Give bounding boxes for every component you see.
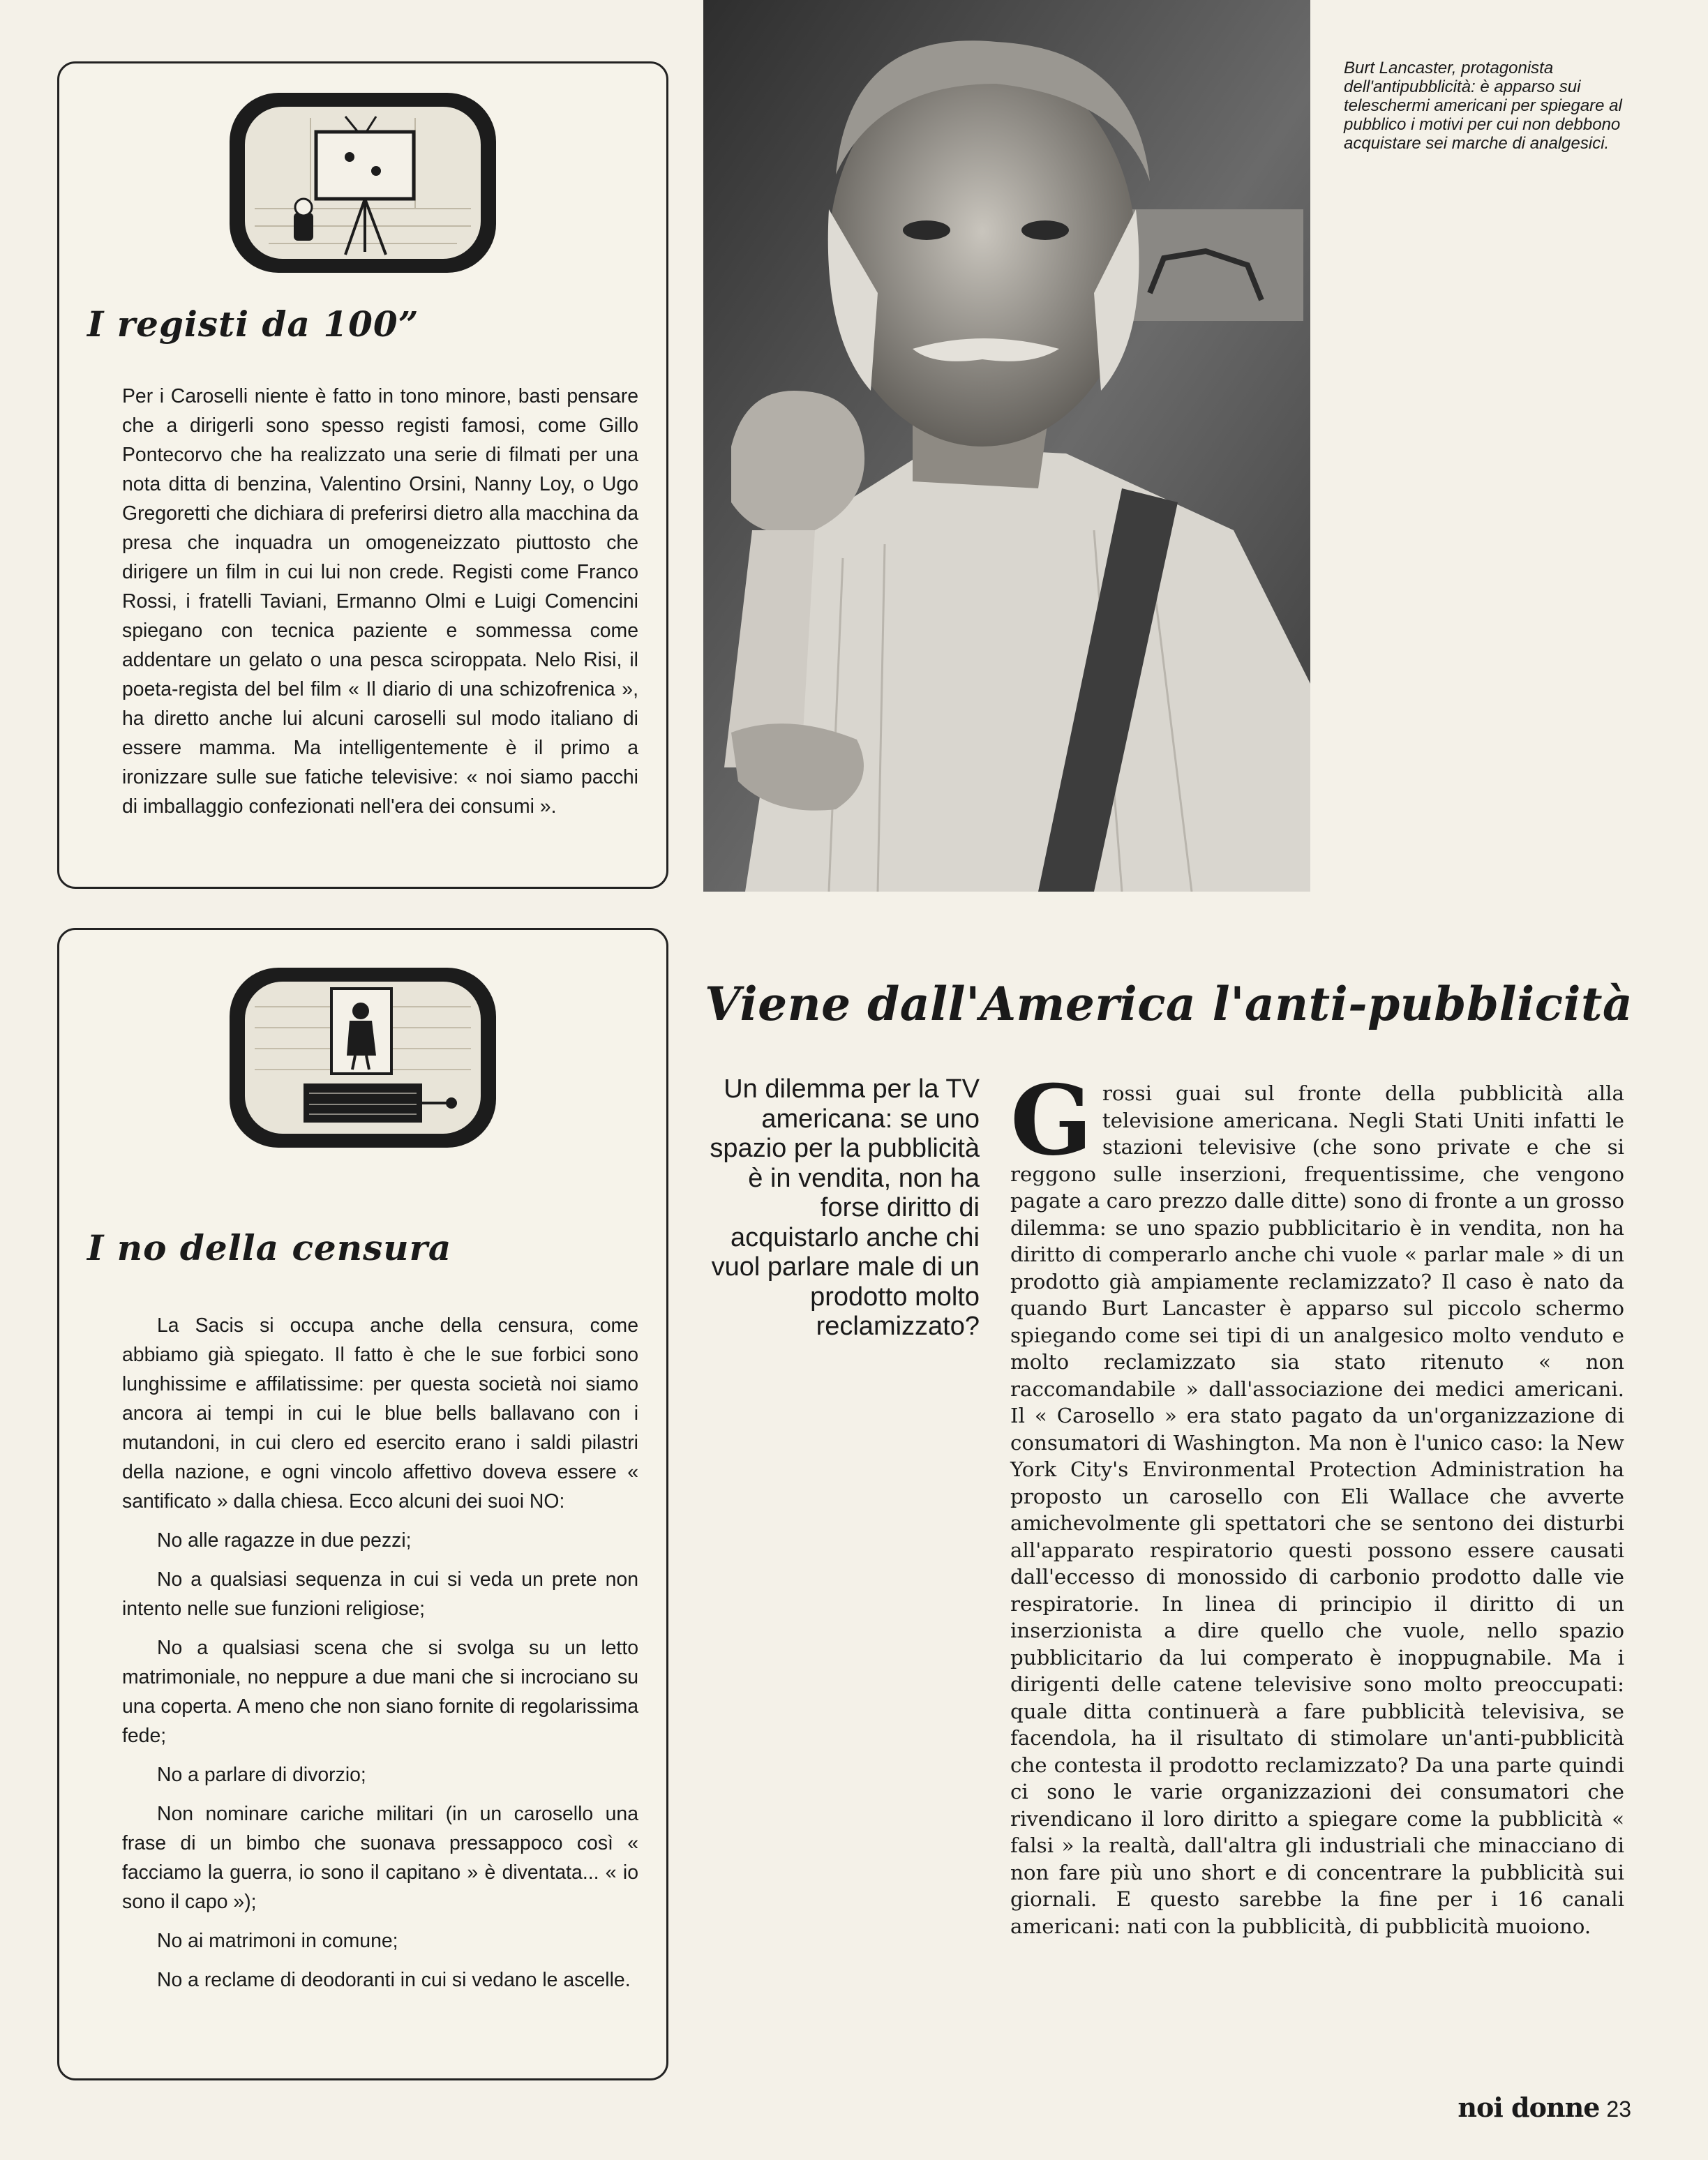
censura-rule: No ai matrimoni in comune; [157,1930,398,1952]
censura-rule: No a qualsiasi scena che si svolga su un letto matrimoniale, no neppure a due mani che si incrociano su una coperta. A meno che non siano fornite di regolarissima fede; [122,1637,638,1747]
tv-illustration-projector [227,90,499,276]
box-title-censura: I no della censura [87,1227,452,1268]
article-body [1010,1063,1624,1940]
censura-rule: No alle ragazze in due pezzi; [157,1529,412,1552]
censura-intro: La Sacis si occupa anche della censura, come abbiamo già spiegato. Il fatto è che le sue forbici sono lunghissime e affilatissime: per questa società noi siamo ancora ai tempi in cui le blue bells ballavano con i mutandoni, in cui clero ed esercito erano i saldi pilastri della nazione, e ogni vincolo affettivo doveva essere « santificato » dalla chiesa. Ecco alcuni dei suoi NO: [122,1314,638,1513]
page-footer [1458,2092,1631,2123]
article-deck: Un dilemma per la TV americana: se uno spazio per la pubblicità è in vendita, non ha forse diritto di acquistarlo anche chi vuol parlare male di un prodotto molto reclamizzato? [710,1074,980,1341]
sidebar-box-censura [57,928,668,2080]
censura-rule: No a reclame di deodoranti in cui si vedano le ascelle. [157,1969,631,1991]
article-dropcap: G [1010,1063,1093,1177]
photo-burt-lancaster [703,0,1310,892]
photo-caption: Burt Lancaster, protagonista dell'antipubblicità: è apparso sui teleschermi americani per spiegare al pubblico i motivi per cui non debbono acquistare sei marche di analgesici. [1344,59,1622,153]
box-title-registi: I registi da 100” [87,303,419,345]
page-number: 23 [1606,2097,1631,2122]
censura-rule: No a parlare di divorzio; [157,1764,366,1786]
article-text: rossi guai sul fronte della pubblicità alla televisione americana. Negli Stati Uniti infatti le stazioni televisive (che sono private e che si reggono sulle inserzioni, frequentissime, che vengono pagate a caro prezzo dalle ditte) sono di fronte a un grosso dilemma: se uno spazio pubblicitario è in vendita, non ha diritto di comperarlo anche chi vuole « parlar male » di un prodotto già ampiamente reclamizzato? Il caso è nato da quando Burt Lancaster è apparso sul piccolo schermo spiegando come sei tipi di un analgesico molto venduto e molto reclamizzato sia stato ritenuto « non raccomandabile » dall'associazione dei medici americani. Il « Carosello » era stato pagato da un'organizzazione di consumatori di Washington. Ma non è l'unico caso: la New York City's Environmental Protection Administration ha proposto un carosello con Eli Wallace che avverte amichevolmente gli spettatori che se sentono dei disturbi all'apparato respiratorio questi possono essere causati dall'eccesso di monossido di carbonio prodotto dalle vie respiratorie. In linea di principio il diritto di un inserzionista a dire quello che vuole, nello spazio pubblicitario da lui comperato è inoppugnabile. Ma i dirigenti delle catene televisive sono molto preoccupati: quale ditta continuerà a fare pubblicità televisiva, se facendola, ha il risultato di stimolare un'anti-pubblicità che contesta il prodotto reclamizzato? Da una parte quindi ci sono le varie organizzazioni dei consumatori che rivendicano il loro diritto a spiegare come la pubblicità « falsi » la realtà, dall'altra gli industriali che minacciano di non fare più uno short e di concentrare la pubblicità sui giornali. E questo sarebbe la fine per i 16 canali americani: nati con la pubblicità, di pubblicità muoiono. [1010,1081,1624,1938]
sidebar-box-registi [57,61,668,889]
tv-illustration-poster [227,965,499,1150]
censura-rule: No a qualsiasi sequenza in cui si veda un prete non intento nelle sue funzioni religiose; [122,1568,638,1620]
box-text-censura [122,1311,638,2004]
box-text-registi: Per i Caroselli niente è fatto in tono minore, basti pensare che a dirigerli sono spesso registi famosi, come Gillo Pontecorvo che ha realizzato una serie di filmati per una nota ditta di benzina, Valentino Orsini, Nanny Loy, o Ugo Gregoretti che dichiara di preferirsi dietro alla macchina da presa che inquadra un omogeneizzato piuttosto che dirigere un film in cui lui non crede. Registi come Franco Rossi, i fratelli Taviani, Ermanno Olmi e Luigi Comencini spiegano con tecnica paziente e sommessa come addentare un gelato o una pesca sciroppata. Nelo Risi, il poeta-regista del bel film « Il diario di una schizofrenica », ha diretto anche lui alcuni caroselli sul modo italiano di essere mamma. Ma intelligentemente è il primo a ironizzare sulle sue fatiche televisive: « noi siamo pacchi di imballaggio confezionati nell'era dei consumi ». [122,385,638,818]
magazine-logo: noi donne [1458,2092,1600,2123]
censura-rule: Non nominare cariche militari (in un carosello una frase di un bimbo che suonava pressappoco così « facciamo la guerra, io sono il capitano » è diventata... « io sono il capo »); [122,1803,638,1913]
article-headline: Viene dall'America l'anti-pubblicità [705,977,1633,1031]
